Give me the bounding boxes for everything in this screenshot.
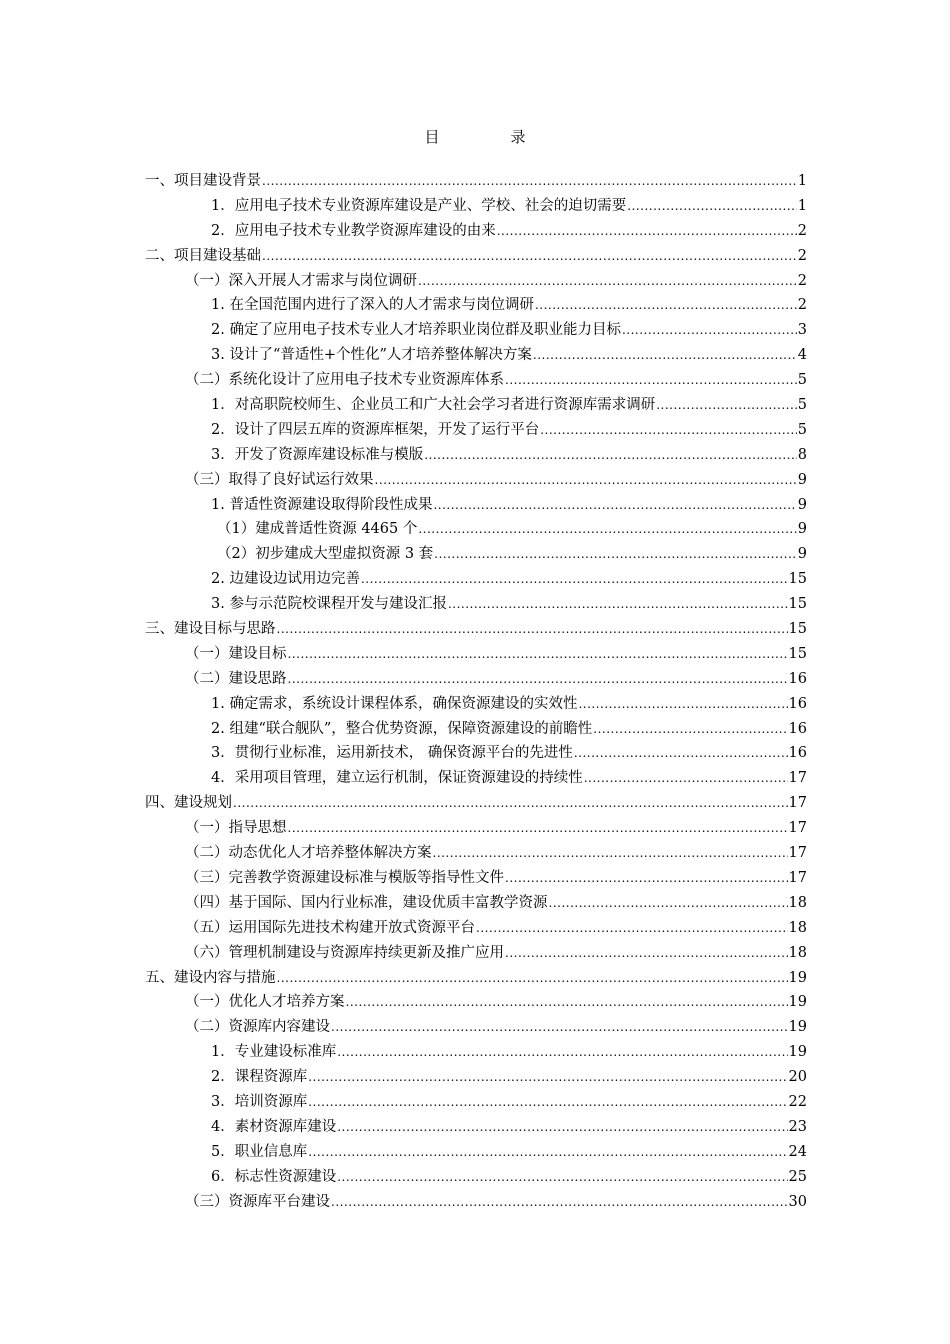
toc-entry[interactable] bbox=[145, 269, 807, 294]
toc-entry-page-number: 2 bbox=[797, 222, 807, 239]
toc-entry-page-number: 25 bbox=[788, 1168, 807, 1185]
toc-entry-page-number: 5 bbox=[797, 397, 807, 414]
toc-entry-label: 2. 确定了应用电子技术专业人才培养职业岗位群及职业能力目标 bbox=[211, 322, 621, 339]
toc-entry-label: 四、建设规划 bbox=[145, 795, 232, 812]
toc-entry-label: （2）初步建成大型虚拟资源 3 套 bbox=[217, 546, 434, 563]
toc-entry-page-number: 9 bbox=[797, 521, 807, 538]
toc-dot-leader bbox=[346, 990, 788, 1015]
toc-entry-page-number: 18 bbox=[788, 919, 807, 936]
toc-dot-leader bbox=[433, 841, 788, 866]
toc-entry[interactable] bbox=[145, 990, 807, 1015]
toc-entry[interactable] bbox=[145, 891, 807, 916]
toc-entry-label: 1. 在全国范围内进行了深入的人才需求与岗位调研 bbox=[211, 297, 534, 314]
toc-entry[interactable] bbox=[145, 816, 807, 841]
toc-entry-page-number: 1 bbox=[797, 173, 807, 189]
toc-entry[interactable] bbox=[145, 318, 807, 343]
toc-entry-page-number: 17 bbox=[788, 845, 807, 862]
toc-dot-leader bbox=[448, 592, 788, 617]
toc-entry[interactable] bbox=[145, 194, 807, 219]
toc-dot-leader bbox=[308, 1065, 787, 1090]
toc-entry-label: （三）资源库平台建设 bbox=[185, 1193, 330, 1210]
toc-entry-label: 1．专业建设标准库 bbox=[211, 1044, 337, 1061]
toc-entry[interactable] bbox=[145, 1065, 807, 1090]
toc-entry[interactable] bbox=[145, 1190, 807, 1215]
toc-entry-page-number: 9 bbox=[797, 471, 807, 488]
toc-dot-leader bbox=[476, 916, 788, 941]
toc-dot-leader bbox=[574, 741, 788, 766]
toc-dot-leader bbox=[288, 816, 788, 841]
toc-entry-label: （1）建成普适性资源 4465 个 bbox=[217, 521, 418, 538]
toc-entry-page-number: 19 bbox=[788, 969, 807, 986]
toc-dot-leader bbox=[262, 244, 797, 269]
toc-dot-leader bbox=[337, 1165, 787, 1190]
toc-entry[interactable] bbox=[145, 468, 807, 493]
toc-dot-leader bbox=[233, 791, 788, 816]
toc-entry-label: 一、项目建设背景 bbox=[145, 173, 261, 189]
toc-entry-label: （四）基于国际、国内行业标准，建设优质丰富教学资源 bbox=[185, 894, 548, 911]
toc-dot-leader bbox=[331, 1190, 788, 1215]
toc-entry-label: （一）深入开展人才需求与岗位调研 bbox=[185, 272, 417, 289]
toc-entry-label: 3．贯彻行业标准，运用新技术， 确保资源平台的先进性 bbox=[211, 745, 573, 762]
toc-entry[interactable] bbox=[145, 667, 807, 692]
toc-dot-leader bbox=[434, 542, 797, 567]
toc-dot-leader bbox=[337, 1040, 787, 1065]
toc-dot-leader bbox=[584, 766, 788, 791]
toc-entry-page-number: 2 bbox=[797, 297, 807, 314]
toc-entry-page-number: 2 bbox=[797, 272, 807, 289]
toc-entry[interactable] bbox=[145, 542, 807, 567]
toc-entry-label: 3. 设计了“普适性+个性化”人才培养整体解决方案 bbox=[211, 347, 532, 364]
toc-entry-label: 2．设计了四层五库的资源库框架，开发了运行平台 bbox=[211, 421, 540, 438]
toc-entry-label: 4．采用项目管理，建立运行机制，保证资源建设的持续性 bbox=[211, 770, 583, 787]
toc-entry-label: 2. 组建“联合舰队”，整合优势资源，保障资源建设的前瞻性 bbox=[211, 720, 593, 737]
toc-entry-label: （一）建设目标 bbox=[185, 645, 287, 662]
toc-dot-leader bbox=[533, 343, 797, 368]
toc-dot-leader bbox=[578, 692, 787, 717]
toc-dot-leader bbox=[505, 866, 788, 891]
toc-entry-page-number: 24 bbox=[788, 1143, 807, 1160]
toc-entry-page-number: 17 bbox=[788, 820, 807, 837]
toc-entry-label: （二）动态优化人才培养整体解决方案 bbox=[185, 845, 432, 862]
toc-entry[interactable] bbox=[145, 443, 807, 468]
toc-entry-page-number: 17 bbox=[788, 795, 807, 812]
toc-entry[interactable] bbox=[145, 493, 807, 518]
toc-dot-leader bbox=[331, 1015, 788, 1040]
toc-dot-leader bbox=[418, 269, 797, 294]
toc-entry[interactable] bbox=[145, 219, 807, 244]
toc-dot-leader bbox=[288, 667, 788, 692]
toc-entry[interactable] bbox=[145, 1140, 807, 1165]
toc-entry[interactable] bbox=[145, 916, 807, 941]
toc-entry-page-number: 16 bbox=[788, 745, 807, 762]
toc-entry-label: 3．培训资源库 bbox=[211, 1093, 308, 1110]
toc-entry[interactable] bbox=[145, 1015, 807, 1040]
toc-entry[interactable] bbox=[145, 617, 807, 642]
toc-entry[interactable] bbox=[145, 791, 807, 816]
toc-dot-leader bbox=[593, 717, 787, 742]
toc-entry[interactable] bbox=[145, 592, 807, 617]
toc-entry-page-number: 1 bbox=[797, 197, 807, 214]
toc-dot-leader bbox=[308, 1140, 787, 1165]
toc-dot-leader bbox=[375, 468, 797, 493]
toc-entry-page-number: 17 bbox=[788, 770, 807, 787]
toc-entry-label: （五）运用国际先进技术构建开放式资源平台 bbox=[185, 919, 475, 936]
toc-entry-label: 1．对高职院校师生、企业员工和广大社会学习者进行资源库需求调研 bbox=[211, 397, 656, 414]
toc-entry-label: （六）管理机制建设与资源库持续更新及推广应用 bbox=[185, 944, 504, 961]
toc-entry-page-number: 18 bbox=[788, 944, 807, 961]
toc-dot-leader bbox=[549, 891, 788, 916]
toc-dot-leader bbox=[535, 293, 797, 318]
toc-dot-leader bbox=[622, 318, 797, 343]
toc-entry[interactable] bbox=[145, 1115, 807, 1140]
toc-entry-label: 2．应用电子技术专业教学资源库建设的由来 bbox=[211, 222, 496, 239]
toc-entry-label: 1. 普适性资源建设取得阶段性成果 bbox=[211, 496, 433, 513]
toc-entry[interactable] bbox=[145, 393, 807, 418]
toc-entry-page-number: 16 bbox=[788, 720, 807, 737]
toc-entry-label: 五、建设内容与措施 bbox=[145, 969, 276, 986]
toc-entry-page-number: 16 bbox=[788, 695, 807, 712]
toc-entry[interactable] bbox=[145, 1040, 807, 1065]
toc-entry-page-number: 15 bbox=[788, 596, 807, 613]
toc-dot-leader bbox=[540, 418, 797, 443]
toc-entry[interactable] bbox=[145, 692, 807, 717]
toc-entry-label: （二）资源库内容建设 bbox=[185, 1019, 330, 1036]
toc-entry[interactable] bbox=[145, 941, 807, 966]
toc-title: 目 录 bbox=[424, 128, 554, 146]
toc-entry-page-number: 2 bbox=[797, 247, 807, 264]
toc-entry-label: 2．课程资源库 bbox=[211, 1069, 308, 1086]
toc-entry-label: 3. 参与示范院校课程开发与建设汇报 bbox=[211, 596, 447, 613]
toc-entry-label: 6．标志性资源建设 bbox=[211, 1168, 337, 1185]
toc-dot-leader bbox=[497, 219, 797, 244]
toc-entry-page-number: 22 bbox=[788, 1093, 807, 1110]
toc-entry-page-number: 19 bbox=[788, 1044, 807, 1061]
toc-dot-leader bbox=[288, 642, 788, 667]
toc-entry-page-number: 15 bbox=[788, 571, 807, 588]
toc-entry-label: 3．开发了资源库建设标准与模版 bbox=[211, 446, 424, 463]
toc-dot-leader bbox=[337, 1115, 787, 1140]
toc-entry-page-number: 23 bbox=[788, 1118, 807, 1135]
toc-entry-page-number: 30 bbox=[788, 1193, 807, 1210]
toc-dot-leader bbox=[418, 517, 796, 542]
toc-entry-page-number: 15 bbox=[788, 621, 807, 638]
toc-entry-label: 三、建设目标与思路 bbox=[145, 621, 276, 638]
toc-entry[interactable] bbox=[145, 517, 807, 542]
toc-dot-leader bbox=[505, 941, 788, 966]
toc-entry[interactable] bbox=[145, 418, 807, 443]
toc-entry[interactable] bbox=[145, 766, 807, 791]
table-of-contents bbox=[145, 169, 807, 1214]
toc-entry[interactable] bbox=[145, 1090, 807, 1115]
toc-entry[interactable] bbox=[145, 841, 807, 866]
toc-entry-page-number: 5 bbox=[797, 372, 807, 389]
toc-entry-page-number: 19 bbox=[788, 1019, 807, 1036]
toc-entry-label: 2. 边建设边试用边完善 bbox=[211, 571, 360, 588]
toc-dot-leader bbox=[361, 567, 788, 592]
toc-entry-page-number: 15 bbox=[788, 645, 807, 662]
toc-entry-page-number: 18 bbox=[788, 894, 807, 911]
toc-entry[interactable] bbox=[145, 741, 807, 766]
toc-entry-label: 4．素材资源库建设 bbox=[211, 1118, 337, 1135]
toc-entry-label: （二）系统化设计了应用电子技术专业资源库体系 bbox=[185, 372, 504, 389]
toc-entry[interactable] bbox=[145, 244, 807, 269]
toc-entry-page-number: 16 bbox=[788, 670, 807, 687]
toc-entry-page-number: 19 bbox=[788, 994, 807, 1011]
toc-entry[interactable] bbox=[145, 1165, 807, 1190]
toc-dot-leader bbox=[433, 493, 796, 518]
toc-entry-label: （一）指导思想 bbox=[185, 820, 287, 837]
toc-entry-page-number: 9 bbox=[797, 496, 807, 513]
toc-entry-label: （二）建设思路 bbox=[185, 670, 287, 687]
toc-entry[interactable] bbox=[145, 567, 807, 592]
toc-dot-leader bbox=[262, 169, 797, 194]
toc-dot-leader bbox=[424, 443, 797, 468]
toc-entry-page-number: 9 bbox=[797, 546, 807, 563]
toc-entry-label: （三）取得了良好试运行效果 bbox=[185, 471, 374, 488]
toc-dot-leader bbox=[277, 966, 788, 991]
toc-entry[interactable] bbox=[145, 866, 807, 891]
toc-entry-page-number: 8 bbox=[797, 446, 807, 463]
toc-entry-label: 二、项目建设基础 bbox=[145, 247, 261, 264]
toc-entry[interactable] bbox=[145, 293, 807, 318]
toc-entry-label: （一）优化人才培养方案 bbox=[185, 994, 345, 1011]
toc-entry-label: （三）完善教学资源建设标准与模版等指导性文件 bbox=[185, 869, 504, 886]
toc-entry[interactable] bbox=[145, 343, 807, 368]
toc-entry-label: 5．职业信息库 bbox=[211, 1143, 308, 1160]
toc-entry-label: 1. 确定需求，系统设计课程体系，确保资源建设的实效性 bbox=[211, 695, 578, 712]
toc-entry-page-number: 3 bbox=[797, 322, 807, 339]
toc-entry-page-number: 17 bbox=[788, 869, 807, 886]
toc-entry-page-number: 20 bbox=[788, 1069, 807, 1086]
toc-dot-leader bbox=[656, 393, 797, 418]
toc-entry[interactable] bbox=[145, 966, 807, 991]
toc-dot-leader bbox=[627, 194, 797, 219]
toc-entry-page-number: 5 bbox=[797, 421, 807, 438]
toc-entry[interactable] bbox=[145, 169, 807, 194]
toc-dot-leader bbox=[505, 368, 797, 393]
toc-entry-label: 1．应用电子技术专业资源库建设是产业、学校、社会的迫切需要 bbox=[211, 197, 627, 214]
toc-entry[interactable] bbox=[145, 717, 807, 742]
toc-dot-leader bbox=[308, 1090, 787, 1115]
toc-dot-leader bbox=[277, 617, 788, 642]
toc-entry-page-number: 4 bbox=[797, 347, 807, 364]
toc-entry[interactable] bbox=[145, 368, 807, 393]
toc-entry[interactable] bbox=[145, 642, 807, 667]
